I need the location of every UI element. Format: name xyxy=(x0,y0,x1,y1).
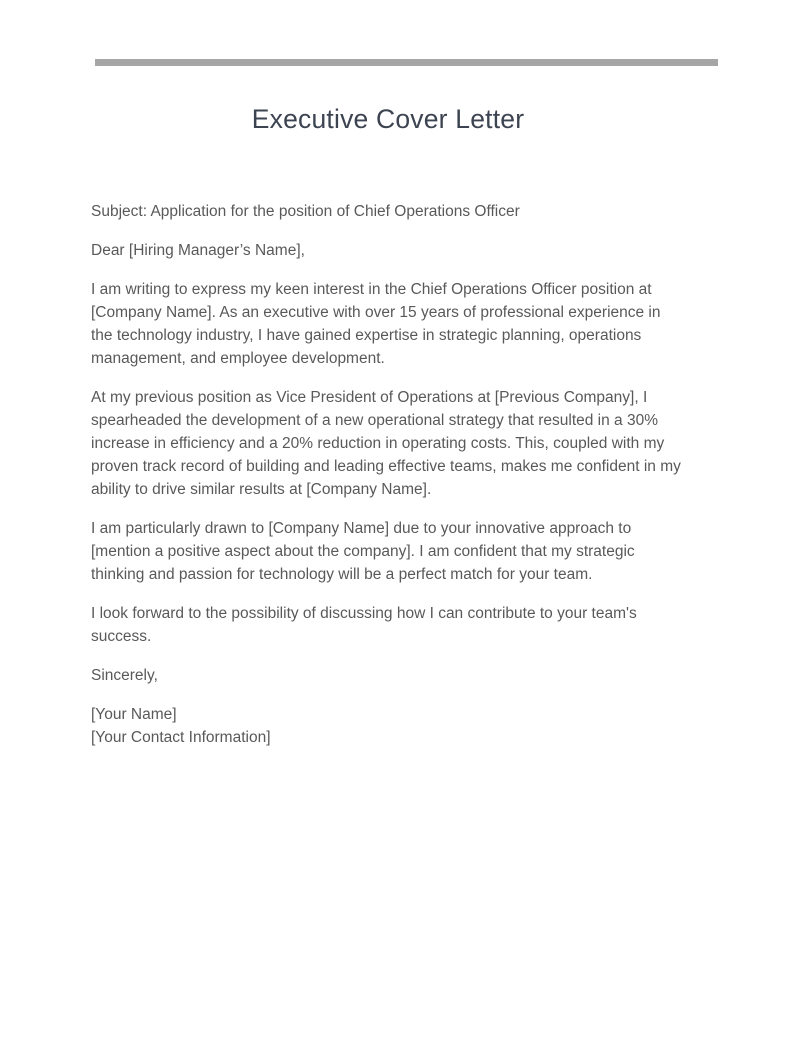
paragraph-closing-statement: I look forward to the possibility of discussing how I can contribute to your team's success. xyxy=(91,605,637,645)
letter-body xyxy=(91,200,685,749)
subject-line: Subject: Application for the position of Chief Operations Officer xyxy=(91,203,520,220)
paragraph-introduction: I am writing to express my keen interest in the Chief Operations Officer position at [Company Name]. As an executive with over 15 years of professional experience in the technology industry, I have gained expertise in strategic planning, operations management, and employee development. xyxy=(91,281,661,367)
signature-name: [Your Name] xyxy=(91,706,177,723)
paragraph-company-fit: I am particularly drawn to [Company Name] due to your innovative approach to [mention a positive aspect about the company]. I am confident that my strategic thinking and passion for technology will be a perfect match for your team. xyxy=(91,520,635,583)
signature-contact: [Your Contact Information] xyxy=(91,729,271,746)
top-divider-bar xyxy=(95,59,718,66)
page-title: Executive Cover Letter xyxy=(251,104,525,134)
closing-line: Sincerely, xyxy=(91,667,158,684)
paragraph-experience: At my previous position as Vice President of Operations at [Previous Company], I spearheaded the development of a new operational strategy that resulted in a 30% increase in efficiency and a 20% reduction in operating costs. This, coupled with my proven track record of building and leading effective teams, makes me confident in my ability to drive similar results at [Company Name]. xyxy=(91,389,681,498)
greeting-line: Dear [Hiring Manager’s Name], xyxy=(91,242,305,259)
signature-block xyxy=(91,703,685,749)
